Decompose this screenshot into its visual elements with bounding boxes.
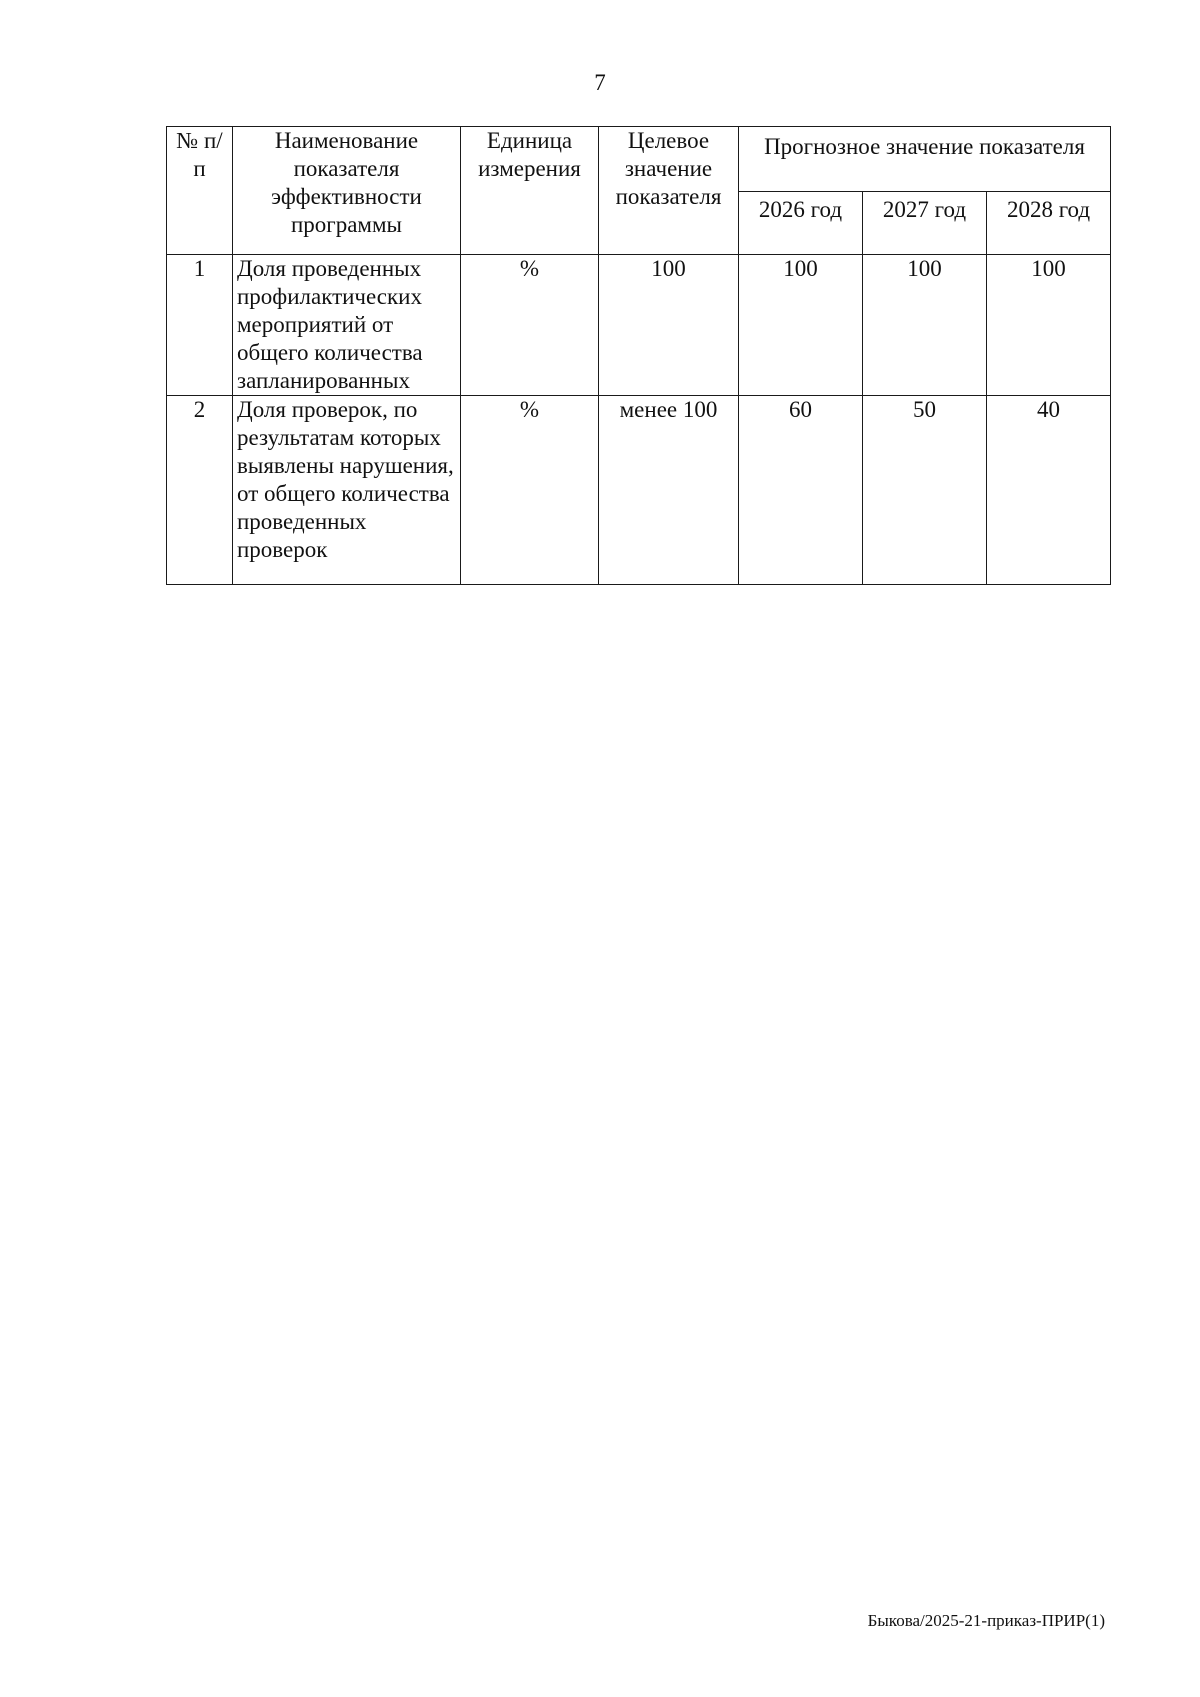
table-row xyxy=(167,396,1111,585)
page-number: 7 xyxy=(594,70,606,95)
header-unit: Единица измерения xyxy=(461,127,599,255)
header-year-2026: 2026 год xyxy=(739,192,863,255)
row-unit: % xyxy=(461,396,599,585)
indicators-table xyxy=(166,126,1111,585)
header-year-2027: 2027 год xyxy=(863,192,987,255)
table-header-row xyxy=(167,127,1111,192)
header-year-2028: 2028 год xyxy=(987,192,1111,255)
row-unit: % xyxy=(461,255,599,396)
table-row xyxy=(167,255,1111,396)
row-num: 2 xyxy=(167,396,233,585)
header-forecast: Прогнозное значение показателя xyxy=(739,127,1111,192)
row-value-2027: 100 xyxy=(863,255,987,396)
header-name: Наименование показателя эффективности программы xyxy=(233,127,461,255)
document-reference: Быкова/2025-21-приказ-ПРИР(1) xyxy=(867,1611,1105,1630)
row-name: Доля проведенных профилактических мероприятий от общего количества запланированных xyxy=(233,255,461,396)
row-value-2026: 100 xyxy=(739,255,863,396)
header-target: Целевое значение показателя xyxy=(599,127,739,255)
row-target: менее 100 xyxy=(599,396,739,585)
row-value-2028: 40 xyxy=(987,396,1111,585)
row-value-2027: 50 xyxy=(863,396,987,585)
row-name: Доля проверок, по результатам которых выявлены нарушения, от общего количества проведенных проверок xyxy=(233,396,461,585)
row-num: 1 xyxy=(167,255,233,396)
row-value-2026: 60 xyxy=(739,396,863,585)
row-value-2028: 100 xyxy=(987,255,1111,396)
row-target: 100 xyxy=(599,255,739,396)
header-num: № п/п xyxy=(167,127,233,255)
